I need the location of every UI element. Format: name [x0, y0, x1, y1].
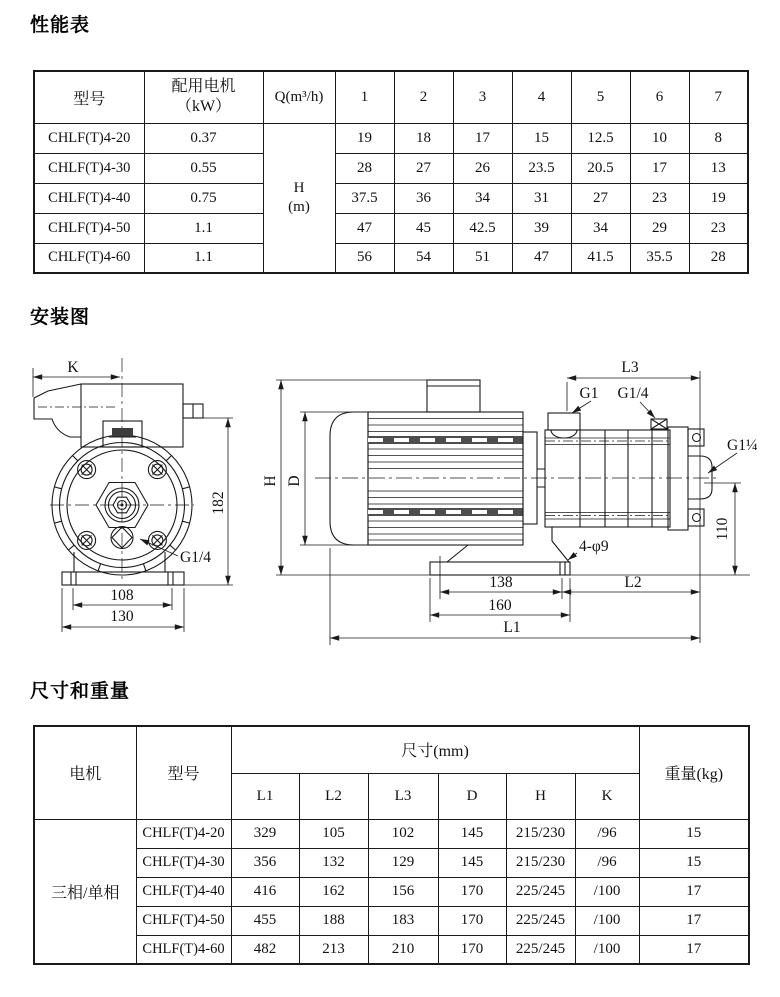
table-cell: 34	[571, 213, 630, 243]
installation-drawing	[0, 348, 780, 660]
table-cell: 19	[335, 123, 394, 153]
table-cell: 17	[453, 123, 512, 153]
table-row	[34, 848, 749, 877]
table-cell: 416	[231, 877, 299, 906]
table-cell: 482	[231, 935, 299, 964]
weight-cell: 17	[639, 906, 749, 935]
power-cell: 0.75	[144, 183, 263, 213]
table-cell: 132	[299, 848, 368, 877]
table-cell: 31	[512, 183, 571, 213]
model-cell: CHLF(T)4-60	[34, 243, 144, 273]
dim-label-g1-quarter: G1¼	[727, 437, 758, 454]
dim-label-k: K	[67, 359, 79, 376]
table-cell: 35.5	[630, 243, 689, 273]
column-header-q7: 7	[689, 71, 748, 123]
table-row	[34, 243, 748, 273]
table-cell: 183	[368, 906, 438, 935]
table-row	[34, 906, 749, 935]
model-cell: CHLF(T)4-60	[136, 935, 231, 964]
table-cell: 10	[630, 123, 689, 153]
dimensions-title: 尺寸和重量	[30, 681, 131, 702]
table-cell: 329	[231, 819, 299, 848]
table-cell: 145	[438, 819, 506, 848]
table-cell: 215/230	[506, 819, 575, 848]
table-cell: 41.5	[571, 243, 630, 273]
dim-label-holes: 4-φ9	[579, 538, 609, 555]
table-cell: 15	[512, 123, 571, 153]
table-cell: 170	[438, 935, 506, 964]
table-row	[34, 877, 749, 906]
motor-type-cell: 三相/单相	[34, 819, 136, 964]
column-group-size: 尺寸(mm)	[231, 726, 639, 773]
head-unit: (m)	[288, 198, 310, 215]
table-cell: 56	[335, 243, 394, 273]
column-header-l3: L3	[368, 773, 438, 819]
dim-label-110: 110	[714, 517, 731, 541]
table-cell: 145	[438, 848, 506, 877]
model-cell: CHLF(T)4-20	[34, 123, 144, 153]
table-cell: 45	[394, 213, 453, 243]
table-cell: 170	[438, 877, 506, 906]
column-header-l2: L2	[299, 773, 368, 819]
table-cell: 356	[231, 848, 299, 877]
column-header-weight: 重量(kg)	[639, 726, 749, 819]
power-cell: 0.37	[144, 123, 263, 153]
model-cell: CHLF(T)4-50	[34, 213, 144, 243]
table-cell: /96	[575, 819, 639, 848]
table-cell: /100	[575, 935, 639, 964]
table-cell: 28	[689, 243, 748, 273]
dim-label-g1: G1	[579, 385, 599, 402]
weight-cell: 15	[639, 848, 749, 877]
table-cell: 23.5	[512, 153, 571, 183]
table-row	[34, 213, 748, 243]
motor-label: 配用电机	[171, 78, 236, 96]
dim-label-160: 160	[488, 597, 512, 614]
table-cell: 26	[453, 153, 512, 183]
dim-label-h: H	[262, 475, 279, 487]
dim-label-182: 182	[210, 491, 227, 515]
table-row	[34, 819, 749, 848]
column-header-q3: 3	[453, 71, 512, 123]
table-cell: 455	[231, 906, 299, 935]
table-cell: 225/245	[506, 877, 575, 906]
column-header-q5: 5	[571, 71, 630, 123]
column-header-h: H	[506, 773, 575, 819]
power-cell: 1.1	[144, 243, 263, 273]
power-cell: 1.1	[144, 213, 263, 243]
table-cell: 105	[299, 819, 368, 848]
dim-label-138: 138	[489, 574, 513, 591]
table-cell: 27	[394, 153, 453, 183]
power-cell: 0.55	[144, 153, 263, 183]
table-cell: 51	[453, 243, 512, 273]
dim-label-d: D	[286, 475, 303, 487]
table-cell: 12.5	[571, 123, 630, 153]
table-cell: 156	[368, 877, 438, 906]
dim-label-l1: L1	[503, 619, 521, 636]
column-header-q6: 6	[630, 71, 689, 123]
table-row	[34, 935, 749, 964]
model-cell: CHLF(T)4-50	[136, 906, 231, 935]
motor-unit: （kW）	[175, 98, 232, 116]
performance-title: 性能表	[30, 15, 91, 36]
table-cell: 20.5	[571, 153, 630, 183]
dim-label-g14-top: G1/4	[617, 385, 649, 402]
column-header-model: 型号	[136, 726, 231, 819]
weight-cell: 15	[639, 819, 749, 848]
table-row	[34, 153, 748, 183]
table-cell: 39	[512, 213, 571, 243]
table-cell: 17	[630, 153, 689, 183]
table-cell: 47	[335, 213, 394, 243]
column-header-motor	[144, 71, 263, 123]
column-header-flow: Q(m³/h)	[263, 71, 335, 123]
dim-label-108: 108	[110, 587, 134, 604]
dim-label-130: 130	[110, 608, 134, 625]
table-cell: /100	[575, 877, 639, 906]
table-cell: 102	[368, 819, 438, 848]
dimensions-weight-table	[33, 725, 750, 965]
dim-label-g14-front: G1/4	[180, 549, 211, 566]
table-cell: 28	[335, 153, 394, 183]
table-cell: 162	[299, 877, 368, 906]
column-header-d: D	[438, 773, 506, 819]
table-cell: 23	[689, 213, 748, 243]
table-cell: 19	[689, 183, 748, 213]
column-header-q2: 2	[394, 71, 453, 123]
table-cell: /100	[575, 906, 639, 935]
installation-title: 安装图	[30, 307, 91, 328]
side-view	[276, 380, 750, 575]
table-cell: 225/245	[506, 906, 575, 935]
front-view-dimensions	[33, 359, 228, 632]
table-cell: 42.5	[453, 213, 512, 243]
column-header-l1: L1	[231, 773, 299, 819]
head-symbol: H	[293, 180, 305, 196]
table-cell: 13	[689, 153, 748, 183]
table-cell: 170	[438, 906, 506, 935]
table-cell: 23	[630, 183, 689, 213]
table-cell: 54	[394, 243, 453, 273]
model-cell: CHLF(T)4-30	[34, 153, 144, 183]
column-header-motor: 电机	[34, 726, 136, 819]
side-view-dimensions	[262, 359, 758, 645]
model-cell: CHLF(T)4-30	[136, 848, 231, 877]
performance-table	[33, 70, 749, 274]
table-cell: 34	[453, 183, 512, 213]
table-row	[34, 123, 748, 153]
weight-cell: 17	[639, 935, 749, 964]
table-row	[34, 183, 748, 213]
table-cell: 8	[689, 123, 748, 153]
head-unit-cell	[263, 123, 335, 273]
table-cell: 210	[368, 935, 438, 964]
table-cell: 18	[394, 123, 453, 153]
column-header-k: K	[575, 773, 639, 819]
table-cell: 27	[571, 183, 630, 213]
dim-label-l2: L2	[624, 574, 642, 591]
table-cell: 129	[368, 848, 438, 877]
model-cell: CHLF(T)4-40	[136, 877, 231, 906]
model-cell: CHLF(T)4-40	[34, 183, 144, 213]
table-cell: 47	[512, 243, 571, 273]
column-header-model: 型号	[34, 71, 144, 123]
table-cell: 215/230	[506, 848, 575, 877]
table-cell: /96	[575, 848, 639, 877]
table-cell: 188	[299, 906, 368, 935]
table-cell: 213	[299, 935, 368, 964]
weight-cell: 17	[639, 877, 749, 906]
table-cell: 29	[630, 213, 689, 243]
dim-label-l3: L3	[621, 359, 639, 376]
table-cell: 225/245	[506, 935, 575, 964]
table-cell: 36	[394, 183, 453, 213]
model-cell: CHLF(T)4-20	[136, 819, 231, 848]
column-header-q1: 1	[335, 71, 394, 123]
table-cell: 37.5	[335, 183, 394, 213]
column-header-q4: 4	[512, 71, 571, 123]
